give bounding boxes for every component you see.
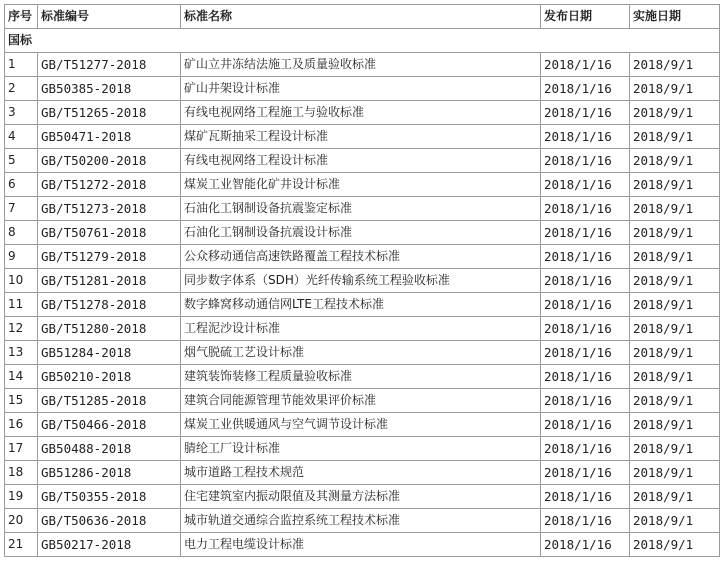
publish-date-cell: 2018/1/16 <box>541 293 630 317</box>
table-row <box>5 485 720 509</box>
implement-date-cell: 2018/9/1 <box>630 437 720 461</box>
name-cell: 烟气脱硫工艺设计标准 <box>181 341 541 365</box>
name-cell: 工程泥沙设计标准 <box>181 317 541 341</box>
table-row <box>5 77 720 101</box>
table-row <box>5 389 720 413</box>
table-row <box>5 101 720 125</box>
code-cell: GB/T51281-2018 <box>38 269 181 293</box>
seq-cell: 9 <box>5 245 38 269</box>
implement-date-cell: 2018/9/1 <box>630 293 720 317</box>
code-cell: GB50217-2018 <box>38 533 181 557</box>
name-cell: 矿山井架设计标准 <box>181 77 541 101</box>
seq-cell: 13 <box>5 341 38 365</box>
table-row <box>5 269 720 293</box>
header-publish-date: 发布日期 <box>541 5 630 29</box>
header-seq: 序号 <box>5 5 38 29</box>
publish-date-cell: 2018/1/16 <box>541 197 630 221</box>
name-cell: 腈纶工厂设计标准 <box>181 437 541 461</box>
name-cell: 数字蜂窝移动通信网LTE工程技术标准 <box>181 293 541 317</box>
seq-cell: 8 <box>5 221 38 245</box>
publish-date-cell: 2018/1/16 <box>541 365 630 389</box>
publish-date-cell: 2018/1/16 <box>541 77 630 101</box>
publish-date-cell: 2018/1/16 <box>541 53 630 77</box>
section-label: 国标 <box>5 29 720 53</box>
seq-cell: 6 <box>5 173 38 197</box>
publish-date-cell: 2018/1/16 <box>541 509 630 533</box>
publish-date-cell: 2018/1/16 <box>541 533 630 557</box>
name-cell: 城市道路工程技术规范 <box>181 461 541 485</box>
implement-date-cell: 2018/9/1 <box>630 413 720 437</box>
code-cell: GB/T51265-2018 <box>38 101 181 125</box>
name-cell: 电力工程电缆设计标准 <box>181 533 541 557</box>
implement-date-cell: 2018/9/1 <box>630 125 720 149</box>
name-cell: 建筑合同能源管理节能效果评价标准 <box>181 389 541 413</box>
code-cell: GB50471-2018 <box>38 125 181 149</box>
table-row <box>5 197 720 221</box>
seq-cell: 11 <box>5 293 38 317</box>
seq-cell: 1 <box>5 53 38 77</box>
seq-cell: 16 <box>5 413 38 437</box>
seq-cell: 7 <box>5 197 38 221</box>
table-row <box>5 365 720 389</box>
publish-date-cell: 2018/1/16 <box>541 461 630 485</box>
code-cell: GB/T50466-2018 <box>38 413 181 437</box>
code-cell: GB51284-2018 <box>38 341 181 365</box>
seq-cell: 19 <box>5 485 38 509</box>
name-cell: 城市轨道交通综合监控系统工程技术标准 <box>181 509 541 533</box>
code-cell: GB50210-2018 <box>38 365 181 389</box>
seq-cell: 4 <box>5 125 38 149</box>
publish-date-cell: 2018/1/16 <box>541 221 630 245</box>
publish-date-cell: 2018/1/16 <box>541 317 630 341</box>
table-row <box>5 317 720 341</box>
name-cell: 住宅建筑室内振动限值及其测量方法标准 <box>181 485 541 509</box>
seq-cell: 17 <box>5 437 38 461</box>
implement-date-cell: 2018/9/1 <box>630 317 720 341</box>
table-row <box>5 461 720 485</box>
seq-cell: 2 <box>5 77 38 101</box>
publish-date-cell: 2018/1/16 <box>541 269 630 293</box>
code-cell: GB50385-2018 <box>38 77 181 101</box>
code-cell: GB/T50200-2018 <box>38 149 181 173</box>
publish-date-cell: 2018/1/16 <box>541 485 630 509</box>
publish-date-cell: 2018/1/16 <box>541 101 630 125</box>
header-code: 标准编号 <box>38 5 181 29</box>
implement-date-cell: 2018/9/1 <box>630 485 720 509</box>
seq-cell: 12 <box>5 317 38 341</box>
code-cell: GB/T51280-2018 <box>38 317 181 341</box>
code-cell: GB/T51279-2018 <box>38 245 181 269</box>
table-row <box>5 341 720 365</box>
implement-date-cell: 2018/9/1 <box>630 197 720 221</box>
code-cell: GB/T50636-2018 <box>38 509 181 533</box>
publish-date-cell: 2018/1/16 <box>541 413 630 437</box>
name-cell: 煤炭工业供暖通风与空气调节设计标准 <box>181 413 541 437</box>
table-row <box>5 125 720 149</box>
implement-date-cell: 2018/9/1 <box>630 341 720 365</box>
table-row <box>5 245 720 269</box>
name-cell: 建筑装饰装修工程质量验收标准 <box>181 365 541 389</box>
publish-date-cell: 2018/1/16 <box>541 245 630 269</box>
publish-date-cell: 2018/1/16 <box>541 389 630 413</box>
table-row <box>5 173 720 197</box>
publish-date-cell: 2018/1/16 <box>541 341 630 365</box>
code-cell: GB51286-2018 <box>38 461 181 485</box>
seq-cell: 20 <box>5 509 38 533</box>
code-cell: GB/T51277-2018 <box>38 53 181 77</box>
table-row <box>5 437 720 461</box>
code-cell: GB/T50761-2018 <box>38 221 181 245</box>
name-cell: 有线电视网络工程施工与验收标准 <box>181 101 541 125</box>
seq-cell: 15 <box>5 389 38 413</box>
header-implement-date: 实施日期 <box>630 5 720 29</box>
name-cell: 石油化工钢制设备抗震鉴定标准 <box>181 197 541 221</box>
implement-date-cell: 2018/9/1 <box>630 221 720 245</box>
name-cell: 同步数字体系（SDH）光纤传输系统工程验收标准 <box>181 269 541 293</box>
implement-date-cell: 2018/9/1 <box>630 533 720 557</box>
name-cell: 煤矿瓦斯抽采工程设计标准 <box>181 125 541 149</box>
publish-date-cell: 2018/1/16 <box>541 437 630 461</box>
name-cell: 矿山立井冻结法施工及质量验收标准 <box>181 53 541 77</box>
implement-date-cell: 2018/9/1 <box>630 365 720 389</box>
publish-date-cell: 2018/1/16 <box>541 173 630 197</box>
seq-cell: 5 <box>5 149 38 173</box>
code-cell: GB/T50355-2018 <box>38 485 181 509</box>
section-row <box>5 29 720 53</box>
name-cell: 公众移动通信高速铁路覆盖工程技术标准 <box>181 245 541 269</box>
implement-date-cell: 2018/9/1 <box>630 149 720 173</box>
name-cell: 有线电视网络工程设计标准 <box>181 149 541 173</box>
table-row <box>5 533 720 557</box>
standards-table <box>4 4 720 557</box>
seq-cell: 21 <box>5 533 38 557</box>
table-row <box>5 221 720 245</box>
header-row <box>5 5 720 29</box>
table-row <box>5 413 720 437</box>
seq-cell: 3 <box>5 101 38 125</box>
code-cell: GB/T51285-2018 <box>38 389 181 413</box>
code-cell: GB/T51273-2018 <box>38 197 181 221</box>
implement-date-cell: 2018/9/1 <box>630 173 720 197</box>
implement-date-cell: 2018/9/1 <box>630 101 720 125</box>
implement-date-cell: 2018/9/1 <box>630 389 720 413</box>
code-cell: GB/T51272-2018 <box>38 173 181 197</box>
implement-date-cell: 2018/9/1 <box>630 509 720 533</box>
implement-date-cell: 2018/9/1 <box>630 269 720 293</box>
implement-date-cell: 2018/9/1 <box>630 77 720 101</box>
publish-date-cell: 2018/1/16 <box>541 125 630 149</box>
table-row <box>5 149 720 173</box>
implement-date-cell: 2018/9/1 <box>630 53 720 77</box>
table-row <box>5 293 720 317</box>
header-name: 标准名称 <box>181 5 541 29</box>
implement-date-cell: 2018/9/1 <box>630 461 720 485</box>
seq-cell: 18 <box>5 461 38 485</box>
name-cell: 石油化工钢制设备抗震设计标准 <box>181 221 541 245</box>
seq-cell: 10 <box>5 269 38 293</box>
publish-date-cell: 2018/1/16 <box>541 149 630 173</box>
seq-cell: 14 <box>5 365 38 389</box>
table-row <box>5 509 720 533</box>
implement-date-cell: 2018/9/1 <box>630 245 720 269</box>
code-cell: GB50488-2018 <box>38 437 181 461</box>
code-cell: GB/T51278-2018 <box>38 293 181 317</box>
table-row <box>5 53 720 77</box>
name-cell: 煤炭工业智能化矿井设计标准 <box>181 173 541 197</box>
